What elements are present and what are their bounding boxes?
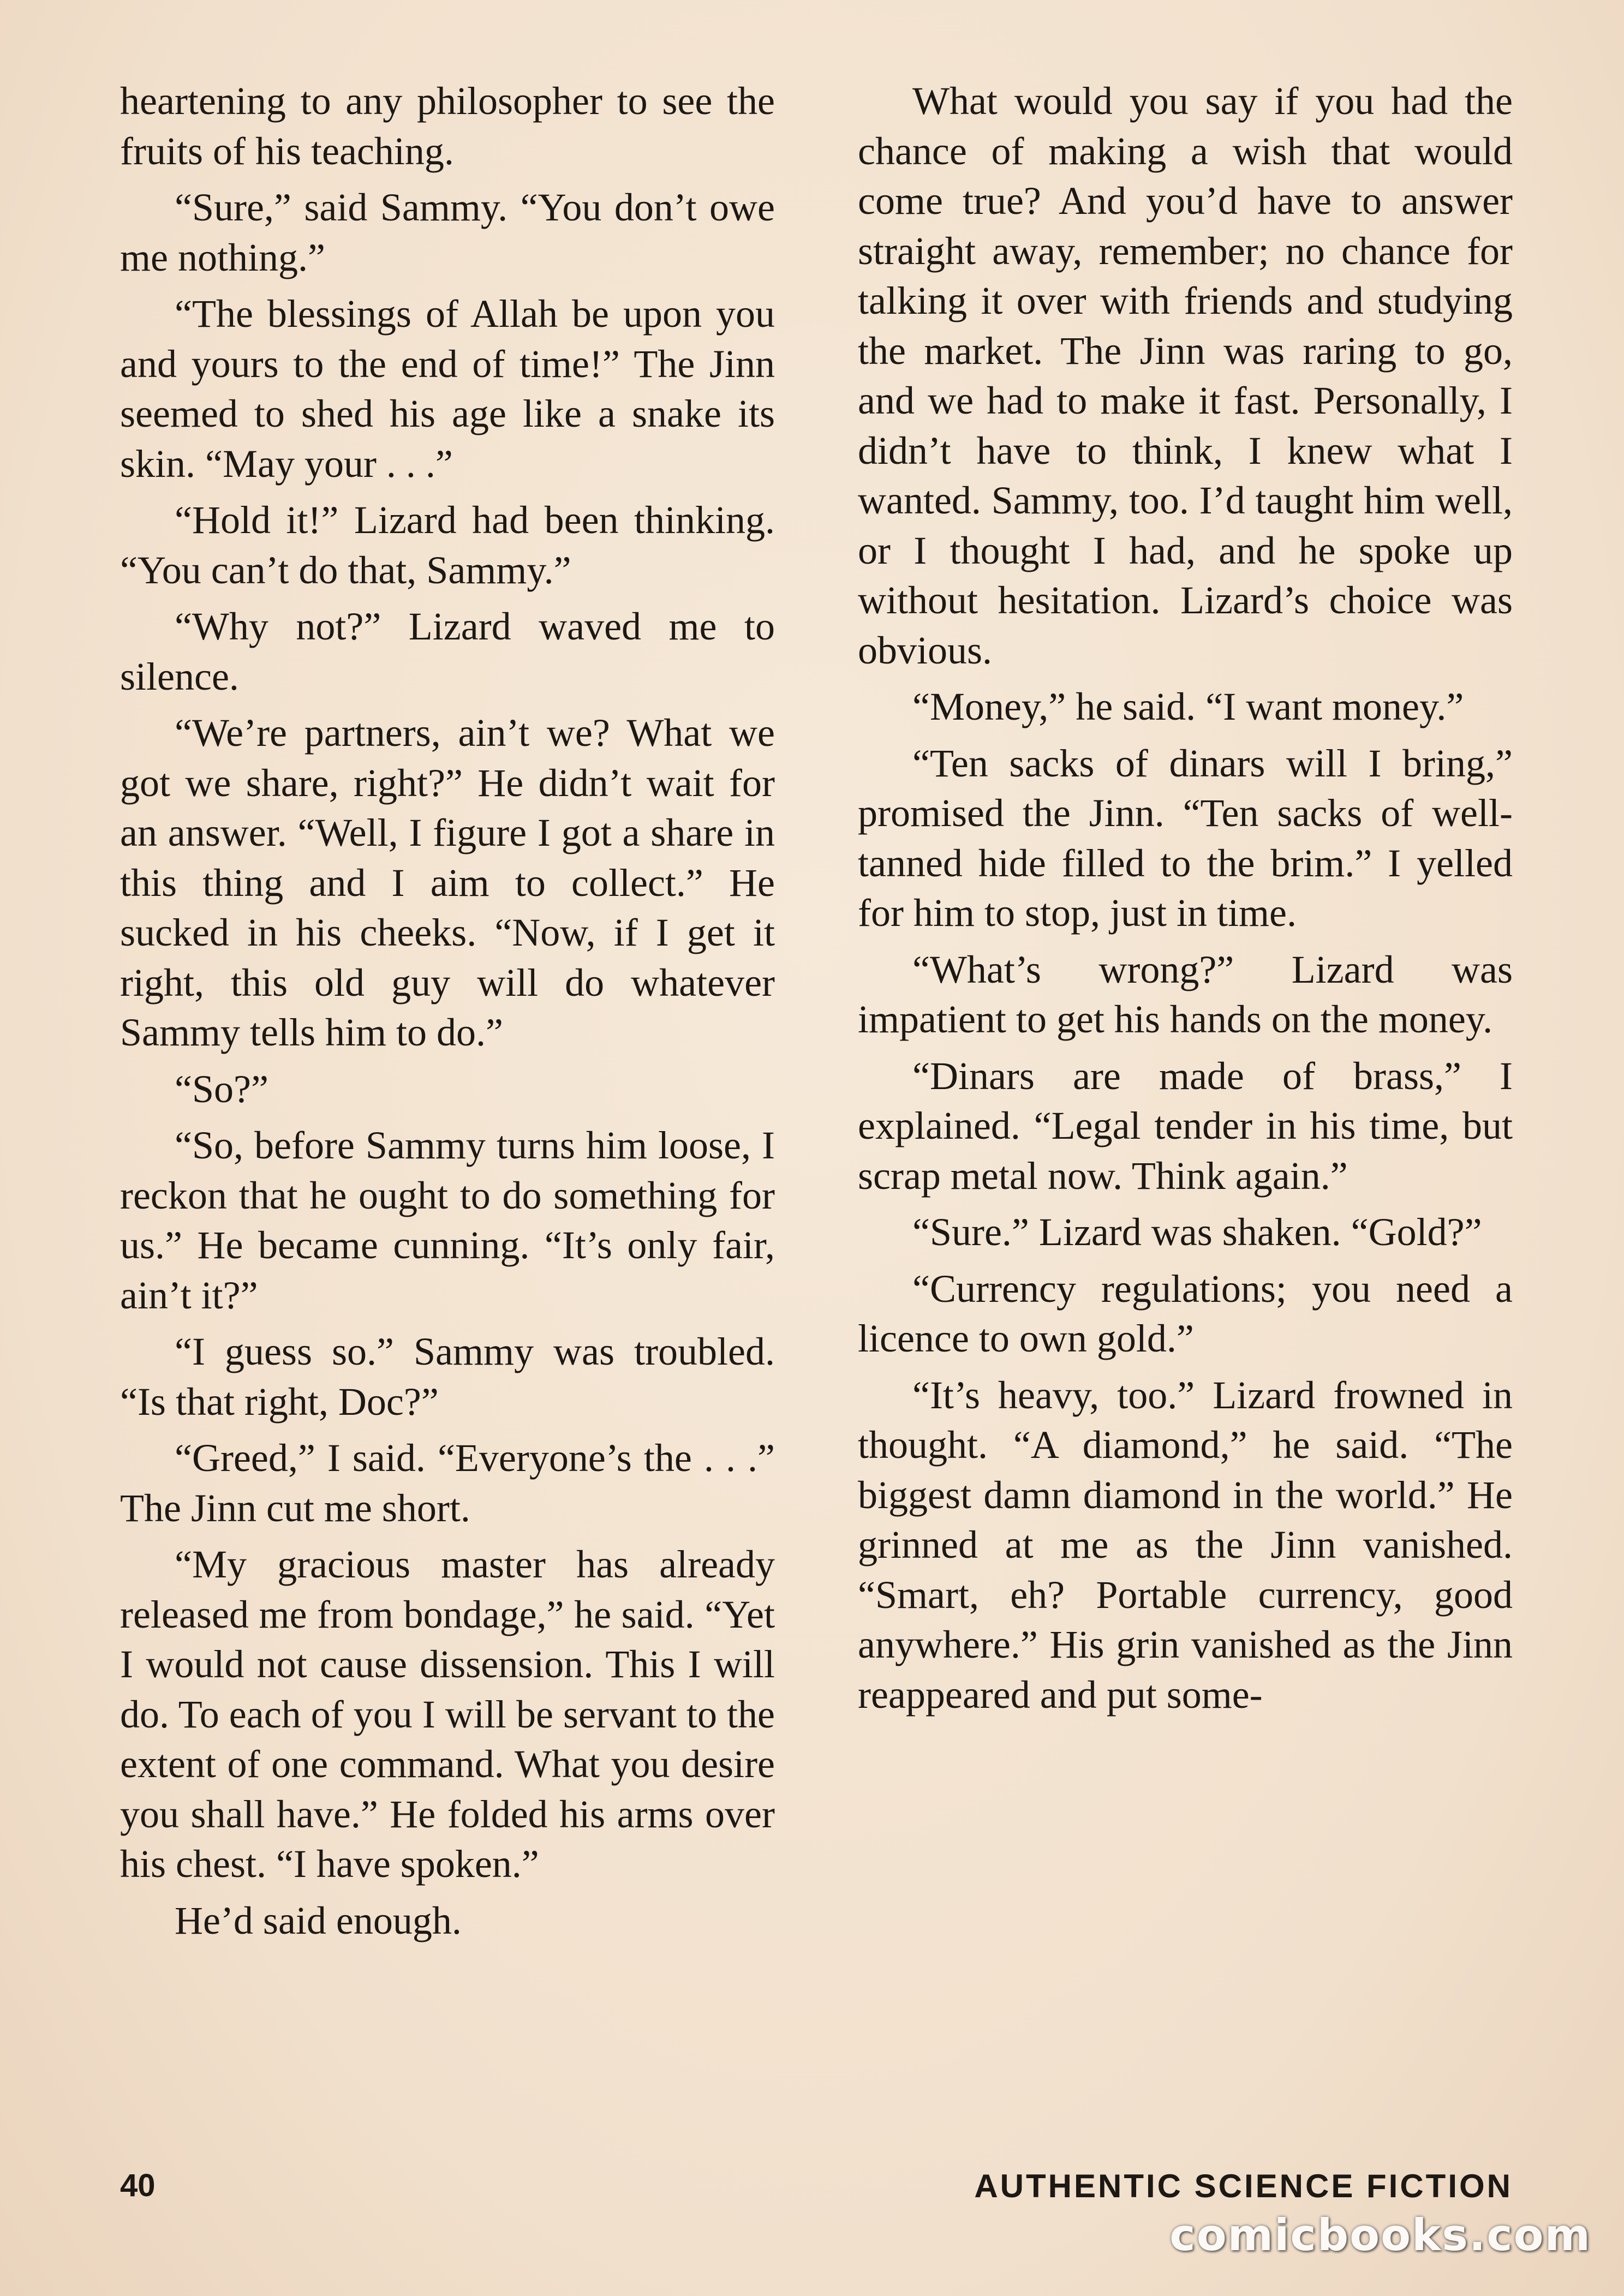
paragraph: “We’re partners, ain’t we? What we got we share, right?” He didn’t wait for an answer. “Well, I figure I got a share in this thing and I aim to collect.” He sucked in his cheeks. “Now, if I get it right, this old guy will do whatever Sammy tells him to do.” <box>120 711 775 1054</box>
running-title: AUTHENTIC SCIENCE FICTION <box>974 2168 1513 2204</box>
paragraph: “Greed,” I said. “Everyone’s the . . .” The Jinn cut me short. <box>120 1436 775 1530</box>
page-number: 40 <box>120 2168 156 2203</box>
paragraph: “I guess so.” Sammy was troubled. “Is that right, Doc?” <box>120 1330 775 1424</box>
paragraph: “Money,” he said. “I want money.” <box>912 685 1464 728</box>
paragraph: “So?” <box>175 1067 268 1111</box>
paragraph: He’d said enough. <box>175 1898 462 1942</box>
paragraph: “Dinars are made of brass,” I explained. “Legal tender in his time, but scrap metal now. Think again.” <box>858 1054 1513 1198</box>
paragraph: “It’s heavy, too.” Lizard frowned in thought. “A diamond,” he said. “The biggest damn diamond in the world.” He grinned at me as the Jinn vanished. “Smart, eh? Portable currency, good anywhere.” His grin vanished as the Jinn reappeared and put some- <box>858 1373 1513 1717</box>
paragraph: “Sure.” Lizard was shaken. “Gold?” <box>912 1210 1482 1254</box>
paragraph: “So, before Sammy turns him loose, I reckon that he ought to do something for us.” He became cunning. “It’s only fair, ain’t it?” <box>120 1123 775 1317</box>
paragraph: “The blessings of Allah be upon you and yours to the end of time!” The Jinn seemed to shed his age like a snake its skin. “May your . . .” <box>120 292 775 486</box>
paragraph: “Sure,” said Sammy. “You don’t owe me nothing.” <box>120 186 775 279</box>
watermark: comicbooks.com <box>1169 2210 1591 2261</box>
paragraph: “My gracious master has already released me from bondage,” he said. “Yet I would not cause dissension. This I will do. To each of you I will be servant to the extent of one command. What you desire you shall have.” He folded his arms over his chest. “I have spoken.” <box>120 1542 775 1886</box>
left-text-column <box>120 76 775 1952</box>
paragraph: “What’s wrong?” Lizard was impatient to get his hands on the money. <box>858 947 1513 1041</box>
paragraph: “Hold it!” Lizard had been thinking. “You can’t do that, Sammy.” <box>120 498 775 592</box>
right-text-column <box>858 76 1513 1726</box>
paragraph: “Currency regulations; you need a licence to own gold.” <box>858 1266 1513 1360</box>
paragraph: “Why not?” Lizard waved me to silence. <box>120 605 775 698</box>
paragraph: “Ten sacks of dinars will I bring,” promised the Jinn. “Ten sacks of well-tanned hide filled to the brim.” I yelled for him to stop, just in time. <box>858 741 1513 935</box>
page-footer <box>120 2167 1513 2216</box>
paragraph: heartening to any philosopher to see the fruits of his teaching. <box>120 79 775 173</box>
paragraph: What would you say if you had the chance of making a wish that would come true? And you’d have to answer straight away, remember; no chance for talking it over with friends and studying the market. The Jinn was raring to go, and we had to make it fast. Personally, I didn’t have to think, I knew what I wanted. Sammy, too. I’d taught him well, or I thought I had, and he spoke up without hesitation. Lizard’s choice was obvious. <box>858 79 1513 672</box>
